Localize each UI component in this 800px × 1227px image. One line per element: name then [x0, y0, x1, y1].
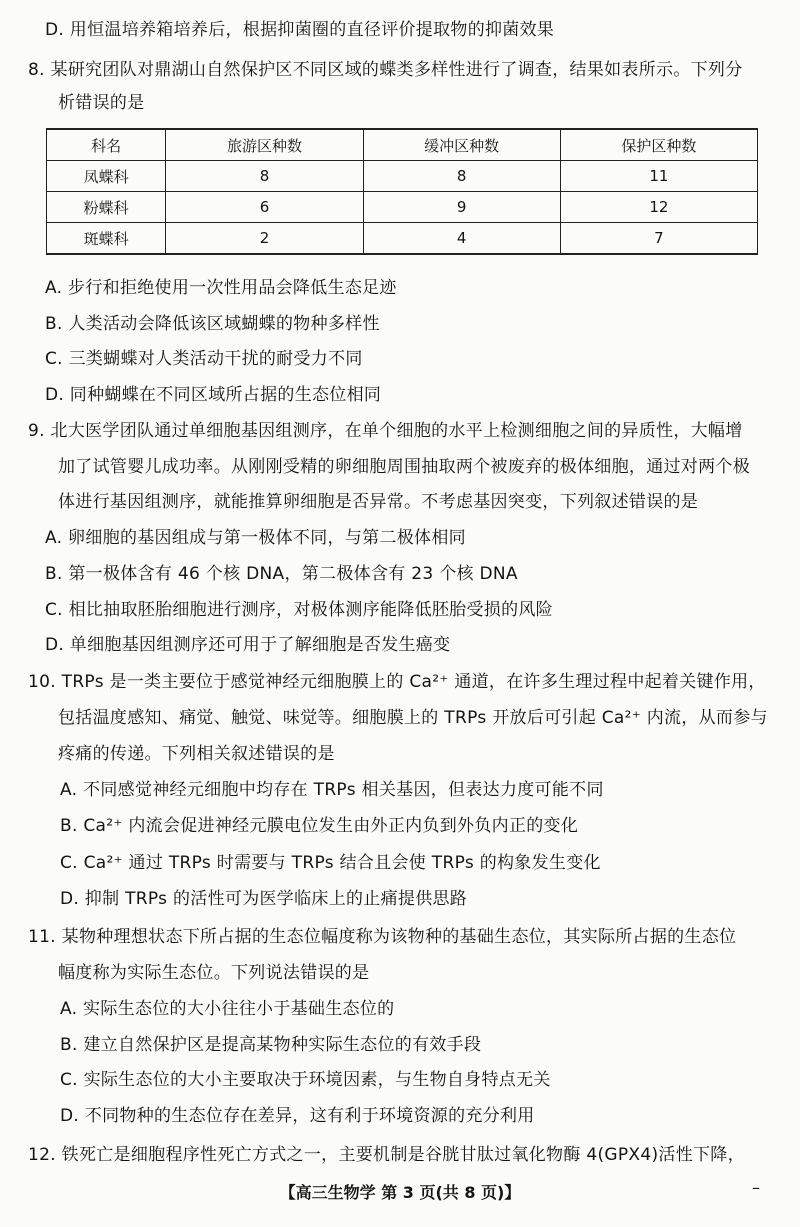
q8-option-c: C. 三类蝴蝶对人类活动干扰的耐受力不同: [45, 349, 363, 369]
q11-option-c: C. 实际生态位的大小主要取决于环境因素，与生物自身特点无关: [60, 1070, 551, 1090]
table-row: [47, 223, 758, 255]
table-header-cell: 保护区种数: [560, 129, 757, 161]
table-header-cell: 缓冲区种数: [363, 129, 560, 161]
table-cell: 6: [166, 192, 363, 223]
table-cell: 7: [560, 223, 757, 255]
table-cell: 4: [363, 223, 560, 255]
q8-stem-line-1: 8. 某研究团队对鼎湖山自然保护区不同区域的蝶类多样性进行了调查，结果如表所示。下列分: [28, 60, 743, 80]
q10-option-c: C. Ca²⁺ 通过 TRPs 时需要与 TRPs 结合且会使 TRPs 的构象发生变化: [60, 853, 601, 873]
q12-stem-line-1: 12. 铁死亡是细胞程序性死亡方式之一，主要机制是谷胱甘肽过氧化物酶 4(GPX4)活性下降，: [28, 1145, 745, 1165]
q9-option-a: A. 卵细胞的基因组成与第一极体不同，与第二极体相同: [45, 528, 466, 548]
q10-stem-line-2: 包括温度感知、痛觉、触觉、味觉等。细胞膜上的 TRPs 开放后可引起 Ca²⁺ 内流，从而参与: [58, 708, 768, 728]
q10-option-a: A. 不同感觉神经元细胞中均存在 TRPs 相关基因，但表达力度可能不同: [60, 780, 604, 800]
q8-stem-line-2: 析错误的是: [58, 93, 145, 113]
footer-mark: –: [752, 1178, 760, 1197]
butterfly-species-table: [46, 128, 758, 255]
q11-stem-line-2: 幅度称为实际生态位。下列说法错误的是: [58, 963, 370, 983]
table-cell: 粉蝶科: [47, 192, 166, 223]
q11-stem-line-1: 11. 某物种理想状态下所占据的生态位幅度称为该物种的基础生态位，其实际所占据的生态位: [28, 927, 737, 947]
q11-option-b: B. 建立自然保护区是提高某物种实际生态位的有效手段: [60, 1035, 482, 1055]
q9-stem-line-3: 体进行基因组测序，就能推算卵细胞是否异常。不考虑基因突变，下列叙述错误的是: [58, 492, 699, 512]
table-cell: 凤蝶科: [47, 161, 166, 192]
table-cell: 8: [166, 161, 363, 192]
table-row: [47, 192, 758, 223]
q8-option-d: D. 同种蝴蝶在不同区域所占据的生态位相同: [45, 385, 382, 405]
q10-stem-line-3: 疼痛的传递。下列相关叙述错误的是: [58, 744, 335, 764]
table-cell: 斑蝶科: [47, 223, 166, 255]
q9-stem-line-2: 加了试管婴儿成功率。从刚刚受精的卵细胞周围抽取两个被废弃的极体细胞，通过对两个极: [58, 457, 750, 477]
q9-option-b: B. 第一极体含有 46 个核 DNA，第二极体含有 23 个核 DNA: [45, 564, 518, 584]
q7-option-d: D. 用恒温培养箱培养后，根据抑菌圈的直径评价提取物的抑菌效果: [45, 20, 555, 40]
table-header-row: [47, 129, 758, 161]
q10-option-d: D. 抑制 TRPs 的活性可为医学临床上的止痛提供思路: [60, 889, 468, 909]
table-cell: 8: [363, 161, 560, 192]
q8-option-b: B. 人类活动会降低该区域蝴蝶的物种多样性: [45, 314, 380, 334]
q11-option-d: D. 不同物种的生态位存在差异，这有利于环境资源的充分利用: [60, 1106, 535, 1126]
table-cell: 2: [166, 223, 363, 255]
table-row: [47, 161, 758, 192]
q10-stem-line-1: 10. TRPs 是一类主要位于感觉神经元细胞膜上的 Ca²⁺ 通道，在许多生理过程中起着关键作用，: [28, 672, 766, 692]
page-footer: 【高三生物学 第 3 页(共 8 页)】: [279, 1183, 521, 1202]
table-cell: 12: [560, 192, 757, 223]
table-cell: 11: [560, 161, 757, 192]
q9-option-c: C. 相比抽取胚胎细胞进行测序，对极体测序能降低胚胎受损的风险: [45, 600, 553, 620]
table-header-cell: 旅游区种数: [166, 129, 363, 161]
table-cell: 9: [363, 192, 560, 223]
q9-stem-line-1: 9. 北大医学团队通过单细胞基因组测序，在单个细胞的水平上检测细胞之间的异质性，大幅增: [28, 421, 743, 441]
q10-option-b: B. Ca²⁺ 内流会促进神经元膜电位发生由外正内负到外负内正的变化: [60, 816, 579, 836]
q8-option-a: A. 步行和拒绝使用一次性用品会降低生态足迹: [45, 278, 397, 298]
q9-option-d: D. 单细胞基因组测序还可用于了解细胞是否发生癌变: [45, 635, 451, 655]
q11-option-a: A. 实际生态位的大小往往小于基础生态位的: [60, 999, 395, 1019]
table-header-cell: 科名: [47, 129, 166, 161]
